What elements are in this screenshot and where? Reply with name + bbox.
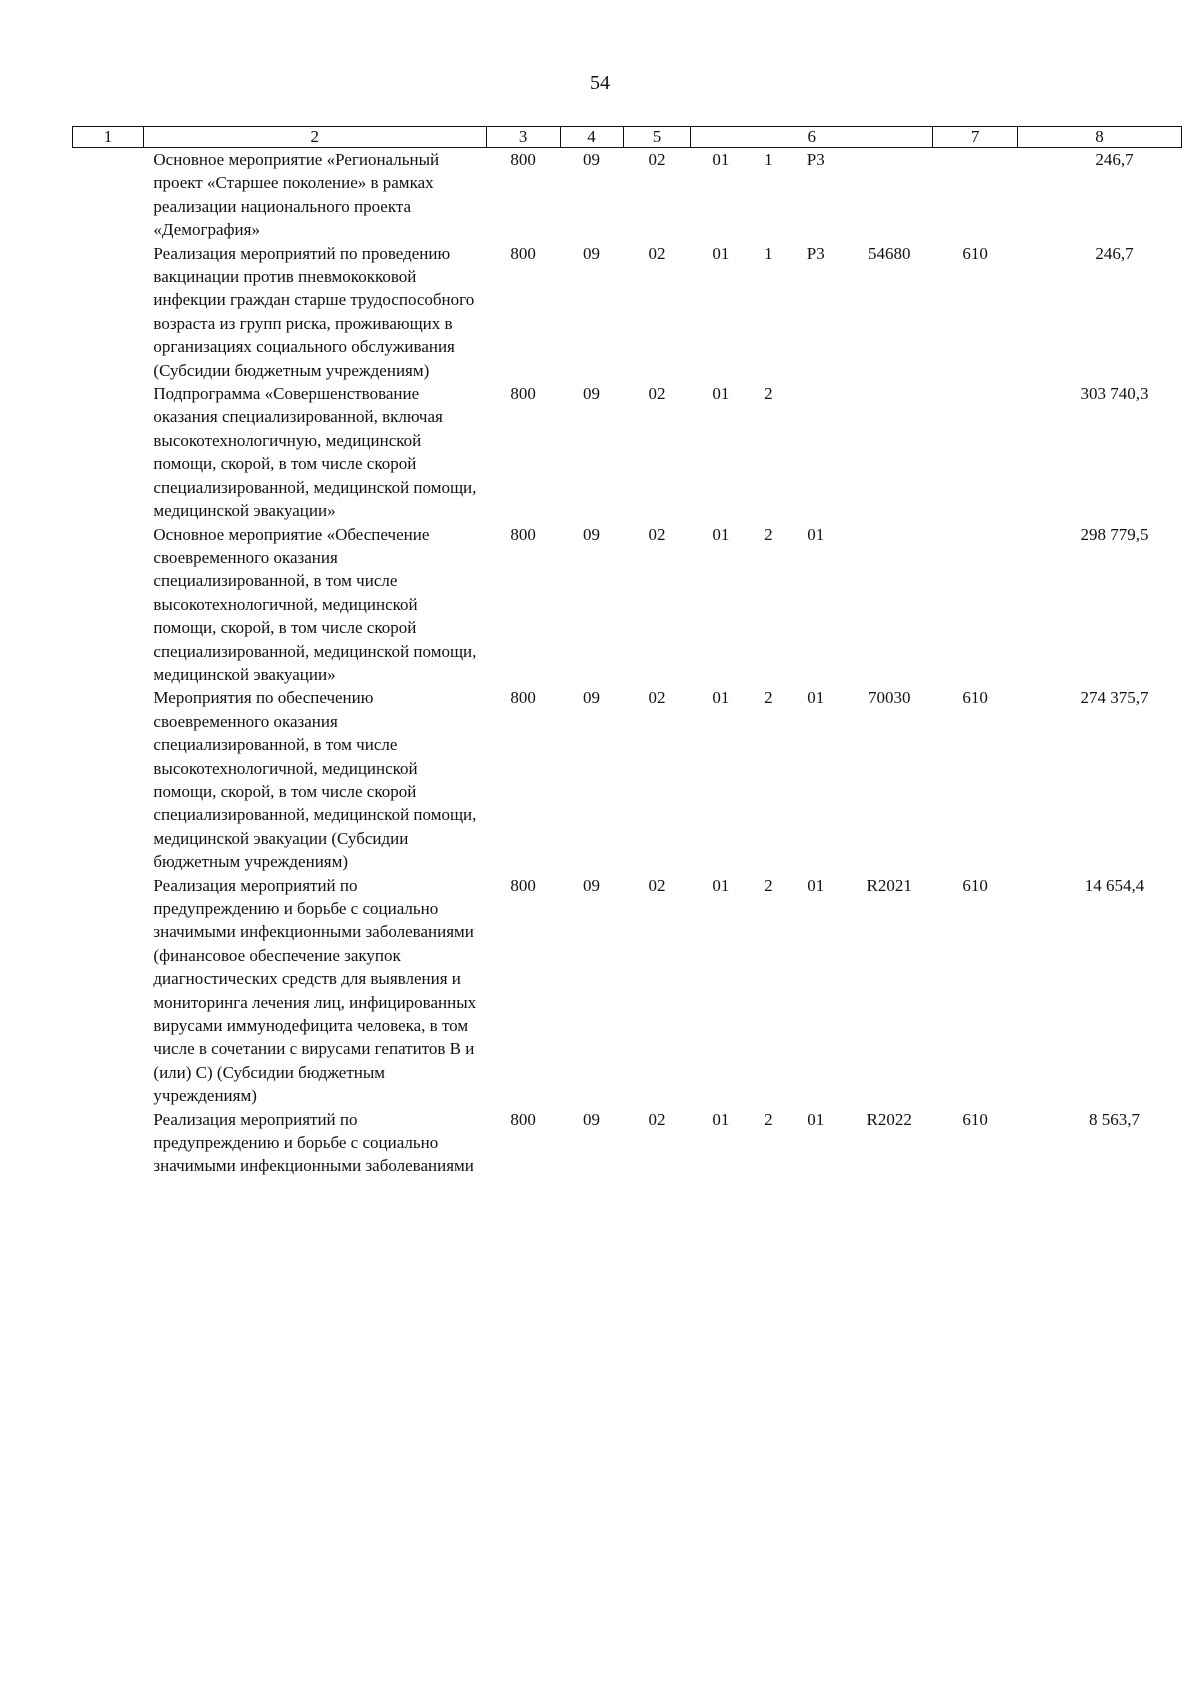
row-name: Реализация мероприятий по предупреждению и борьбе с социально значимыми инфекционными заболеваниями (финансовое обеспечение закупок диагностических средств для выявления и мониторинга лечения лиц, инфицированных вирусами иммунодефицита человека, в том числе в сочетании с вирусами гепатитов В и (или) С) (Субсидии бюджетным учреждениям) bbox=[153, 875, 477, 1106]
row-blank-cell bbox=[73, 1108, 144, 1178]
row-expense-type bbox=[933, 148, 1018, 242]
row-target-subprogram: 1 bbox=[764, 243, 773, 263]
row-blank-cell bbox=[73, 686, 144, 873]
row-code-subsection: 02 bbox=[648, 1109, 666, 1129]
table-row bbox=[73, 874, 1182, 1108]
row-expense-type: 610 bbox=[962, 688, 988, 708]
table-row bbox=[73, 242, 1182, 382]
row-target-program: 01 bbox=[712, 384, 730, 404]
header-col-8: 8 bbox=[1018, 127, 1182, 148]
row-target-direction bbox=[846, 148, 933, 242]
row-amount: 303 740,3 bbox=[1080, 384, 1149, 404]
row-name: Реализация мероприятий по предупреждению и борьбе с социально значимыми инфекционными заболеваниями bbox=[153, 1109, 474, 1176]
row-expense-type: 610 bbox=[962, 243, 988, 263]
row-target-activity: 01 bbox=[807, 1109, 825, 1129]
budget-table bbox=[72, 126, 1182, 1178]
row-target-activity bbox=[786, 382, 846, 522]
row-target-subprogram: 2 bbox=[764, 875, 773, 895]
header-col-1: 1 bbox=[73, 127, 144, 148]
table-row bbox=[73, 148, 1182, 242]
row-name: Мероприятия по обеспечению своевременного оказания специализированной, в том числе высокотехнологичной, медицинской помощи, скорой, в том числе скорой специализированной, медицинской помощи, медицинской эвакуации (Субсидии бюджетным учреждениям) bbox=[153, 688, 477, 872]
row-code-section: 09 bbox=[583, 384, 601, 404]
row-name: Основное мероприятие «Обеспечение своевременного оказания специализированной, в том числе высокотехнологичной, медицинской помощи, скорой, в том числе скорой специализированной, медицинской помощи, медицинской эвакуации» bbox=[153, 524, 477, 684]
row-amount: 14 654,4 bbox=[1084, 875, 1145, 895]
row-target-subprogram: 2 bbox=[764, 524, 773, 544]
row-code-ministry: 800 bbox=[510, 875, 536, 895]
row-target-program: 01 bbox=[712, 150, 730, 169]
row-blank-cell bbox=[73, 148, 144, 242]
table-row bbox=[73, 382, 1182, 522]
header-col-3: 3 bbox=[486, 127, 560, 148]
row-target-direction bbox=[846, 382, 933, 522]
row-code-ministry: 800 bbox=[510, 524, 536, 544]
row-blank-cell bbox=[73, 242, 144, 382]
row-target-direction: 54680 bbox=[867, 243, 911, 263]
table-row bbox=[73, 686, 1182, 873]
row-code-ministry: 800 bbox=[510, 1109, 536, 1129]
header-col-4: 4 bbox=[560, 127, 623, 148]
row-code-subsection: 02 bbox=[648, 875, 666, 895]
row-target-direction: R2022 bbox=[866, 1109, 912, 1129]
table-row bbox=[73, 1108, 1182, 1178]
row-amount: 246,7 bbox=[1095, 243, 1134, 263]
row-target-subprogram: 2 bbox=[764, 384, 773, 404]
row-blank-cell bbox=[73, 523, 144, 687]
row-code-ministry: 800 bbox=[510, 688, 536, 708]
row-target-program: 01 bbox=[712, 1109, 730, 1129]
row-amount: 246,7 bbox=[1095, 150, 1134, 169]
table-row bbox=[73, 523, 1182, 687]
header-col-5: 5 bbox=[623, 127, 691, 148]
row-target-subprogram: 2 bbox=[764, 688, 773, 708]
row-amount: 274 375,7 bbox=[1080, 688, 1149, 708]
header-col-2: 2 bbox=[143, 127, 486, 148]
row-expense-type bbox=[933, 382, 1018, 522]
row-blank-cell bbox=[73, 874, 144, 1108]
row-name: Основное мероприятие «Региональный проект «Старшее поколение» в рамках реализации национального проекта «Демография» bbox=[153, 150, 440, 240]
row-code-section: 09 bbox=[583, 243, 601, 263]
row-target-activity: 01 bbox=[807, 875, 825, 895]
row-expense-type: 610 bbox=[962, 875, 988, 895]
row-amount: 298 779,5 bbox=[1080, 524, 1149, 544]
row-expense-type: 610 bbox=[962, 1109, 988, 1129]
row-amount: 8 563,7 bbox=[1089, 1109, 1141, 1129]
row-code-section: 09 bbox=[583, 150, 601, 169]
row-target-subprogram: 1 bbox=[764, 150, 773, 169]
row-target-activity: Р3 bbox=[806, 243, 825, 263]
row-target-direction bbox=[846, 523, 933, 687]
row-target-program: 01 bbox=[712, 524, 730, 544]
row-code-subsection: 02 bbox=[648, 384, 666, 404]
row-code-section: 09 bbox=[583, 1109, 601, 1129]
row-target-activity: 01 bbox=[807, 524, 825, 544]
row-code-ministry: 800 bbox=[510, 384, 536, 404]
row-name: Подпрограмма «Совершенствование оказания специализированной, включая высокотехнологичную, медицинской помощи, скорой, в том числе скорой специализированной, медицинской помощи, медицинской эвакуации» bbox=[153, 384, 477, 521]
row-target-activity: 01 bbox=[807, 688, 825, 708]
row-target-subprogram: 2 bbox=[764, 1109, 773, 1129]
header-col-6: 6 bbox=[691, 127, 933, 148]
row-target-activity: Р3 bbox=[806, 150, 825, 169]
row-name: Реализация мероприятий по проведению вакцинации против пневмококковой инфекции граждан старше трудоспособного возраста из групп риска, проживающих в организациях социального обслуживания (Субсидии бюджетным учреждениям) bbox=[153, 243, 475, 380]
row-target-program: 01 bbox=[712, 243, 730, 263]
row-blank-cell bbox=[73, 382, 144, 522]
row-code-section: 09 bbox=[583, 524, 601, 544]
row-target-direction: 70030 bbox=[867, 688, 911, 708]
row-target-program: 01 bbox=[712, 688, 730, 708]
row-code-section: 09 bbox=[583, 688, 601, 708]
row-code-ministry: 800 bbox=[510, 243, 536, 263]
row-code-subsection: 02 bbox=[648, 150, 666, 169]
row-code-section: 09 bbox=[583, 875, 601, 895]
row-code-subsection: 02 bbox=[648, 688, 666, 708]
row-code-subsection: 02 bbox=[648, 524, 666, 544]
header-row bbox=[73, 127, 1182, 148]
row-target-direction: R2021 bbox=[866, 875, 912, 895]
header-col-7: 7 bbox=[933, 127, 1018, 148]
row-expense-type bbox=[933, 523, 1018, 687]
row-target-program: 01 bbox=[712, 875, 730, 895]
row-code-ministry: 800 bbox=[510, 150, 536, 169]
row-code-subsection: 02 bbox=[648, 243, 666, 263]
page-number: 54 bbox=[590, 72, 610, 94]
